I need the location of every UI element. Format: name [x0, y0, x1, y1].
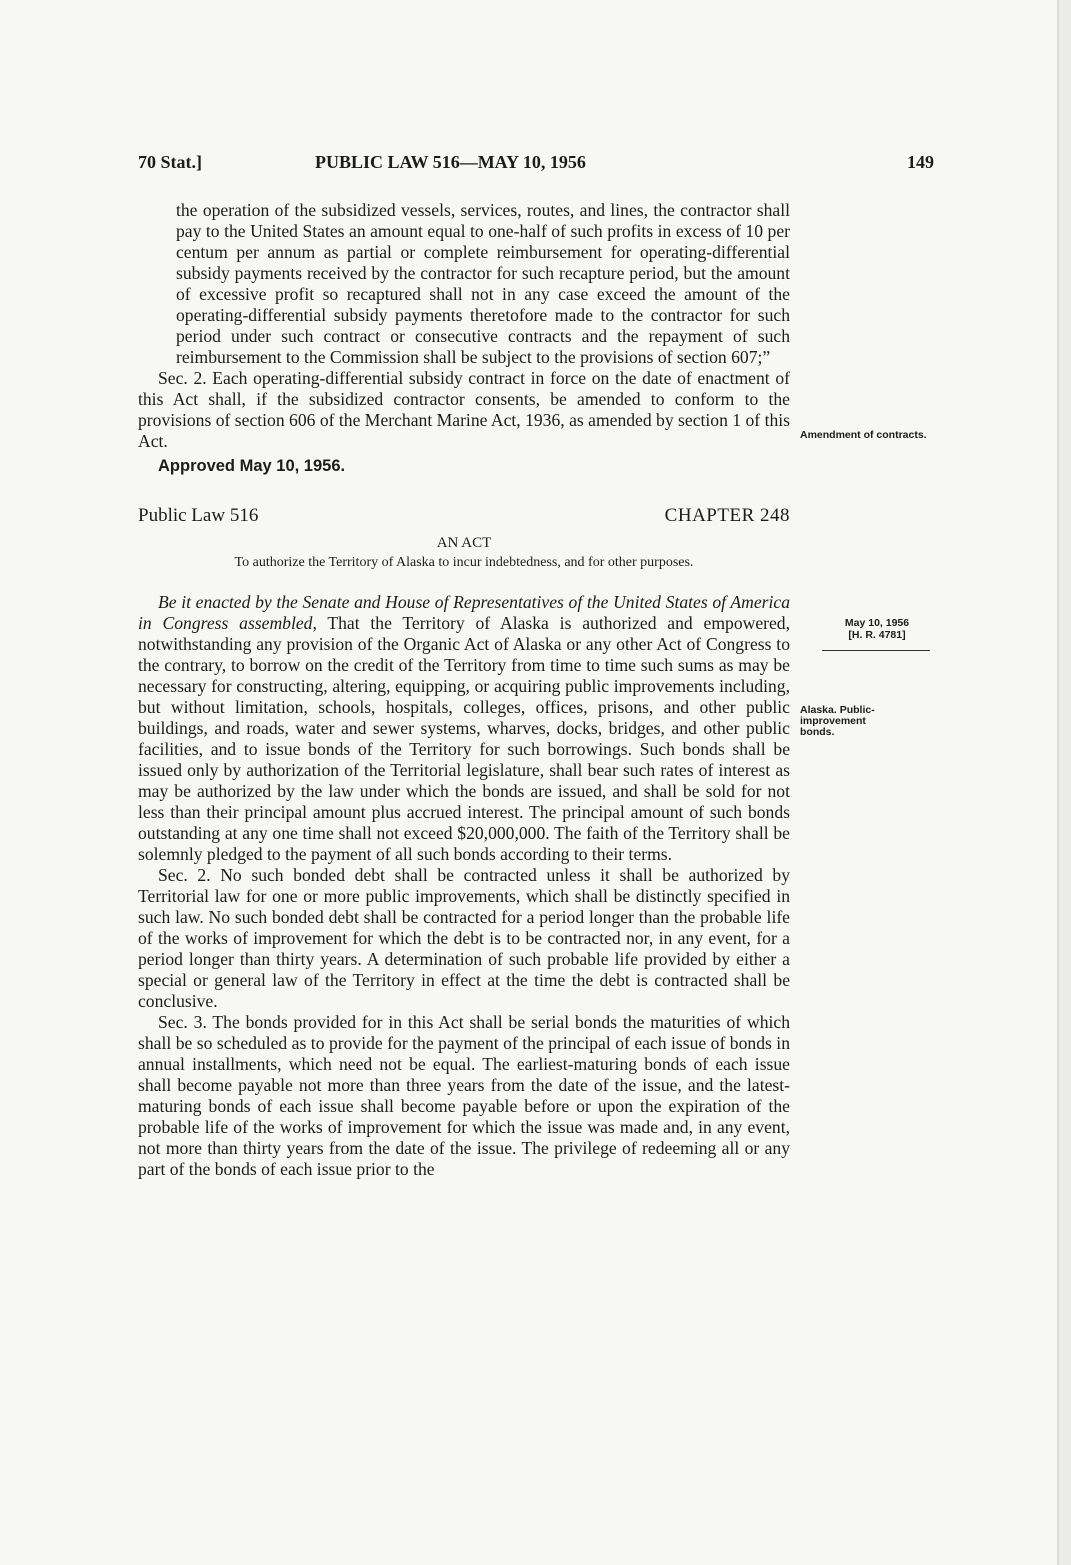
an-act-heading: AN ACT [436, 535, 492, 551]
header-citation: 70 Stat.] [138, 152, 202, 172]
continuation-paragraph: the operation of the subsidized vessels, services, routes, and lines, the contractor shall pay to the United States an amount equal to one-half of such profits in excess of 10 per centum per annum as partial or complete reimbursement for operating-differential subsidy payments received by the contractor for such recapture period, but the amount of excessive profit so recaptured shall not in any case exceed the amount of the operating-differential subsidy payments theretofore made to the contractor for such period under such contract or consecutive contracts and the repayment of such reimbursement to the Commission shall be subject to the provisions of section 607;” [176, 200, 790, 367]
law-heading [138, 505, 790, 531]
margin-note-alaska: Alaska. Public-improvement bonds. [800, 704, 875, 738]
header-title: PUBLIC LAW 516—MAY 10, 1956 [315, 152, 586, 172]
section-3: Sec. 3. The bonds provided for in this Act shall be serial bonds the maturities of which shall be so scheduled as to provide for the payment of the principal of each issue of bonds in annual installments, which need not be equal. The earliest-maturing bonds of each issue shall become payable not more than three years from the date of the issue, and the latest-maturing bonds of each issue shall become payable before or upon the expiration of the probable life of the works of improvement for which the issue was made and, in any event, not more than thirty years from the date of the issue. The privilege of redeeming all or any part of the bonds of each issue prior to the [138, 1012, 790, 1179]
body-text [138, 200, 790, 1180]
act-title: To authorize the Territory of Alaska to incur indebtedness, and for other purposes. [234, 555, 694, 570]
section-2-prev: Sec. 2. Each operating-differential subsidy contract in force on the date of enactment of this Act shall, if the subsidized contractor consents, be amended to conform to the provisions of section 606 of the Merchant Marine Act, 1936, as amended by section 1 of this Act. [138, 368, 790, 451]
margin-note-date: May 10, 1956 [844, 617, 910, 629]
chapter-number: CHAPTER 248 [664, 505, 790, 526]
public-law-number: Public Law 516 [138, 505, 259, 526]
running-header [138, 152, 934, 178]
enacting-clause [138, 592, 790, 865]
margin-note-amendment: Amendment of contracts. [800, 429, 927, 441]
approval-line: Approved May 10, 1956. [158, 457, 346, 475]
margin-note-bill: [H. R. 4781] [848, 629, 906, 641]
enacting-formula: Be it enacted by the Senate and House of Representatives of the United States of America in Congress assembled, [138, 592, 790, 633]
margin-rule [822, 650, 930, 651]
section-2: Sec. 2. No such bonded debt shall be contracted unless it shall be authorized by Territorial law for one or more public improvements, which shall be distinctly specified in such law. No such bonded debt shall be contracted for a period longer than the probable life of the works of improvement for which the debt is to be contracted nor, in any event, for a period longer than thirty years. A determination of such probable life provided by either a special or general law of the Territory in effect at the time the debt is contracted shall be conclusive. [138, 865, 790, 1011]
page-number: 149 [907, 152, 934, 172]
section-1: That the Territory of Alaska is authorized and empowered, notwithstanding any provision of the Organic Act of Alaska or any other Act of Congress to the contrary, to borrow on the credit of the Territory from time to time such sums as may be necessary for constructing, altering, equipping, or acquiring public improvements including, but without limitation, schools, hospitals, colleges, offices, prisons, and other public buildings, and roads, water and sewer systems, wharves, docks, bridges, and other public facilities, and to issue bonds of the Territory for such borrowings. Such bonds shall be issued only by authorization of the Territorial legislature, shall bear such rates of interest as may be authorized by the law under which the bonds are issued, and shall be sold for not less than their principal amount plus accrued interest. The principal amount of such bonds outstanding at any one time shall not exceed $20,000,000. The faith of the Territory shall be solemnly pledged to the payment of all such bonds according to their terms. [138, 613, 790, 864]
